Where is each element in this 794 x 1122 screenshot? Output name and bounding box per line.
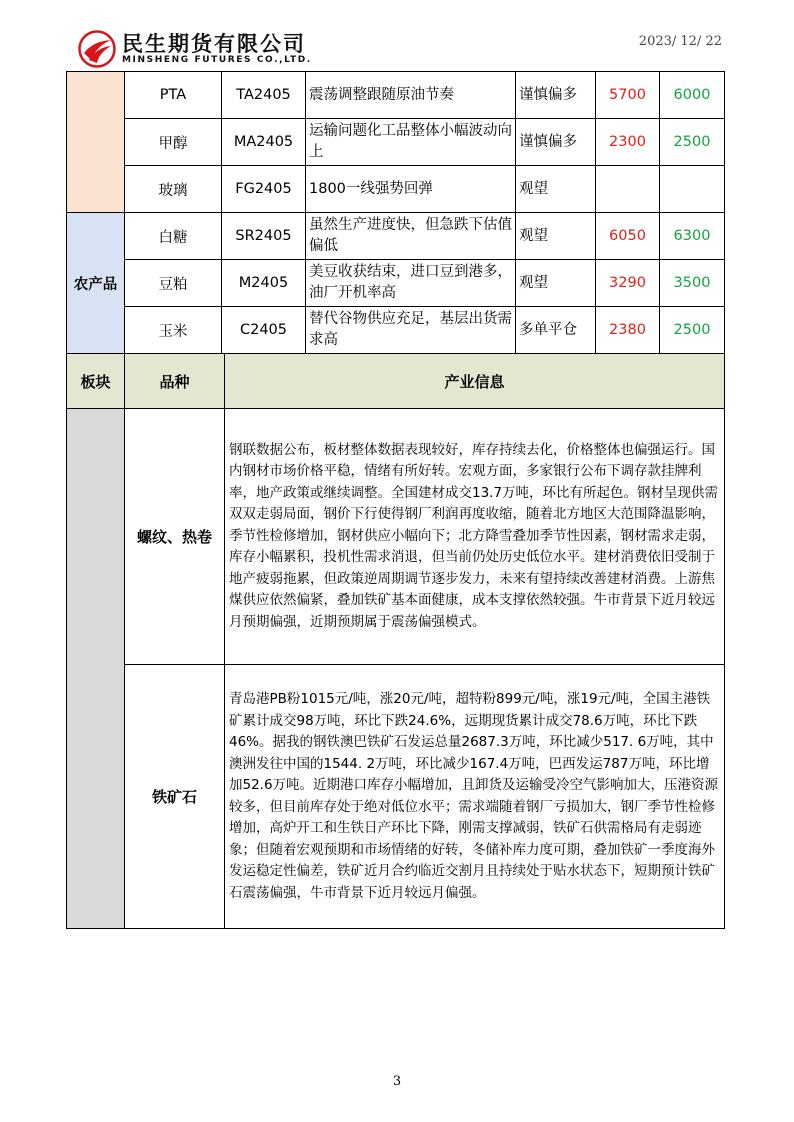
header-sector: 板块	[67, 354, 125, 409]
reason-cell: 1800一线强势回弹	[306, 166, 516, 213]
reason-cell: 美豆收获结束，进口豆到港多，油厂开机率高	[306, 260, 516, 307]
view-cell: 多单平仓	[516, 307, 596, 354]
table-row	[67, 665, 725, 929]
variety-cell: 豆粕	[125, 260, 222, 307]
table-row	[67, 260, 725, 307]
reason-cell: 替代谷物供应充足，基层出货需求高	[306, 307, 516, 354]
variety-cell: 铁矿石	[125, 665, 225, 929]
view-cell: 观望	[516, 213, 596, 260]
view-cell: 谨慎偏多	[516, 119, 596, 166]
price-low-cell: 2300	[596, 119, 660, 166]
price-high-cell: 6300	[660, 213, 725, 260]
price-high-cell: 2500	[660, 307, 725, 354]
page-header	[0, 0, 794, 72]
price-low-cell: 6050	[596, 213, 660, 260]
report-date: 2023/ 12/ 22	[638, 34, 722, 49]
industry-info-cell: 青岛港PB粉1015元/吨，涨20元/吨，超特粉899元/吨，涨19元/吨，全国主港铁矿累计成交98万吨，环比下跌24.6%，远期现货累计成交78.6万吨，环比下跌46%。据我的钢铁澳巴铁矿石发运总量2687.3万吨，环比减少517. 6万吨，其中澳洲发往中国的1544. 2万吨，环比减少167.4万吨，巴西发运787万吨，环比增加52.6万吨。近期港口库存小幅增加，且卸货及运输受冷空气影响加大，压港资源较多，但目前库存处于绝对低位水平；需求端随着钢厂亏损加大，钢厂季节性检修增加，高炉开工和生铁日产环比下降，刚需支撑减弱，铁矿石供需格局有走弱迹象；但随着宏观预期和市场情绪的好转，冬储补库力度可期，叠加铁矿一季度海外发运稳定性偏差，铁矿近月合约临近交割月且持续处于贴水状态下，短期预计铁矿石震荡偏强，牛市背景下近月较远月偏强。	[225, 665, 725, 929]
sector-cell-energy	[67, 72, 125, 213]
contract-cell: M2405	[222, 260, 306, 307]
variety-cell: 白糖	[125, 213, 222, 260]
company-name-cn: 民生期货有限公司	[122, 32, 306, 56]
contract-cell: MA2405	[222, 119, 306, 166]
variety-cell: 玉米	[125, 307, 222, 354]
price-low-cell: 5700	[596, 72, 660, 119]
variety-cell: 螺纹、热卷	[125, 409, 225, 665]
header-industry-info: 产业信息	[225, 354, 725, 409]
header-row	[67, 354, 725, 409]
view-cell: 观望	[516, 166, 596, 213]
variety-cell: 玻璃	[125, 166, 222, 213]
price-high-cell: 3500	[660, 260, 725, 307]
view-cell: 谨慎偏多	[516, 72, 596, 119]
price-low-cell	[596, 166, 660, 213]
table-row	[67, 119, 725, 166]
page-number: 3	[392, 1074, 402, 1089]
sector-cell-agri: 农产品	[67, 213, 125, 354]
contract-cell: FG2405	[222, 166, 306, 213]
company-logo-icon	[78, 30, 116, 68]
table-row	[67, 409, 725, 665]
price-high-cell: 2500	[660, 119, 725, 166]
table-row	[67, 307, 725, 354]
variety-cell: PTA	[125, 72, 222, 119]
price-low-cell: 3290	[596, 260, 660, 307]
company-name-en: MINSHENG FUTURES CO.,LTD.	[122, 55, 312, 65]
industry-info-table	[66, 353, 725, 929]
price-low-cell: 2380	[596, 307, 660, 354]
price-high-cell: 6000	[660, 72, 725, 119]
table-row	[67, 213, 725, 260]
reason-cell: 虽然生产进度快，但急跌下估值偏低	[306, 213, 516, 260]
reason-cell: 震荡调整跟随原油节奏	[306, 72, 516, 119]
view-cell: 观望	[516, 260, 596, 307]
contract-cell: C2405	[222, 307, 306, 354]
table-row	[67, 166, 725, 213]
reason-cell: 运输问题化工品整体小幅波动向上	[306, 119, 516, 166]
sector-cell-black	[67, 409, 125, 929]
price-high-cell	[660, 166, 725, 213]
variety-cell: 甲醇	[125, 119, 222, 166]
table-row	[67, 72, 725, 119]
header-variety: 品种	[125, 354, 225, 409]
contract-cell: TA2405	[222, 72, 306, 119]
strategy-table	[66, 71, 725, 354]
industry-info-cell: 钢联数据公布，板材整体数据表现较好，库存持续去化，价格整体也偏强运行。国内钢材市场价格平稳，情绪有所好转。宏观方面，多家银行公布下调存款挂牌利率，地产政策或继续调整。全国建材成交13.7万吨，环比有所起色。钢材呈现供需双双走弱局面，钢价下行使得钢厂利润再度收缩，随着北方地区大范围降温影响，季节性检修增加，钢材供应小幅向下；北方降雪叠加季节性因素，钢材需求走弱，库存小幅累积，投机性需求消退，但当前仍处历史低位水平。建材消费依旧受制于地产疲弱拖累，但政策逆周期调节逐步发力，未来有望持续改善建材消费。上游焦煤供应依然偏紧，叠加铁矿基本面健康，成本支撑依然较强。牛市背景下近月较远月预期偏强，近期预期属于震荡偏强模式。	[225, 409, 725, 665]
contract-cell: SR2405	[222, 213, 306, 260]
